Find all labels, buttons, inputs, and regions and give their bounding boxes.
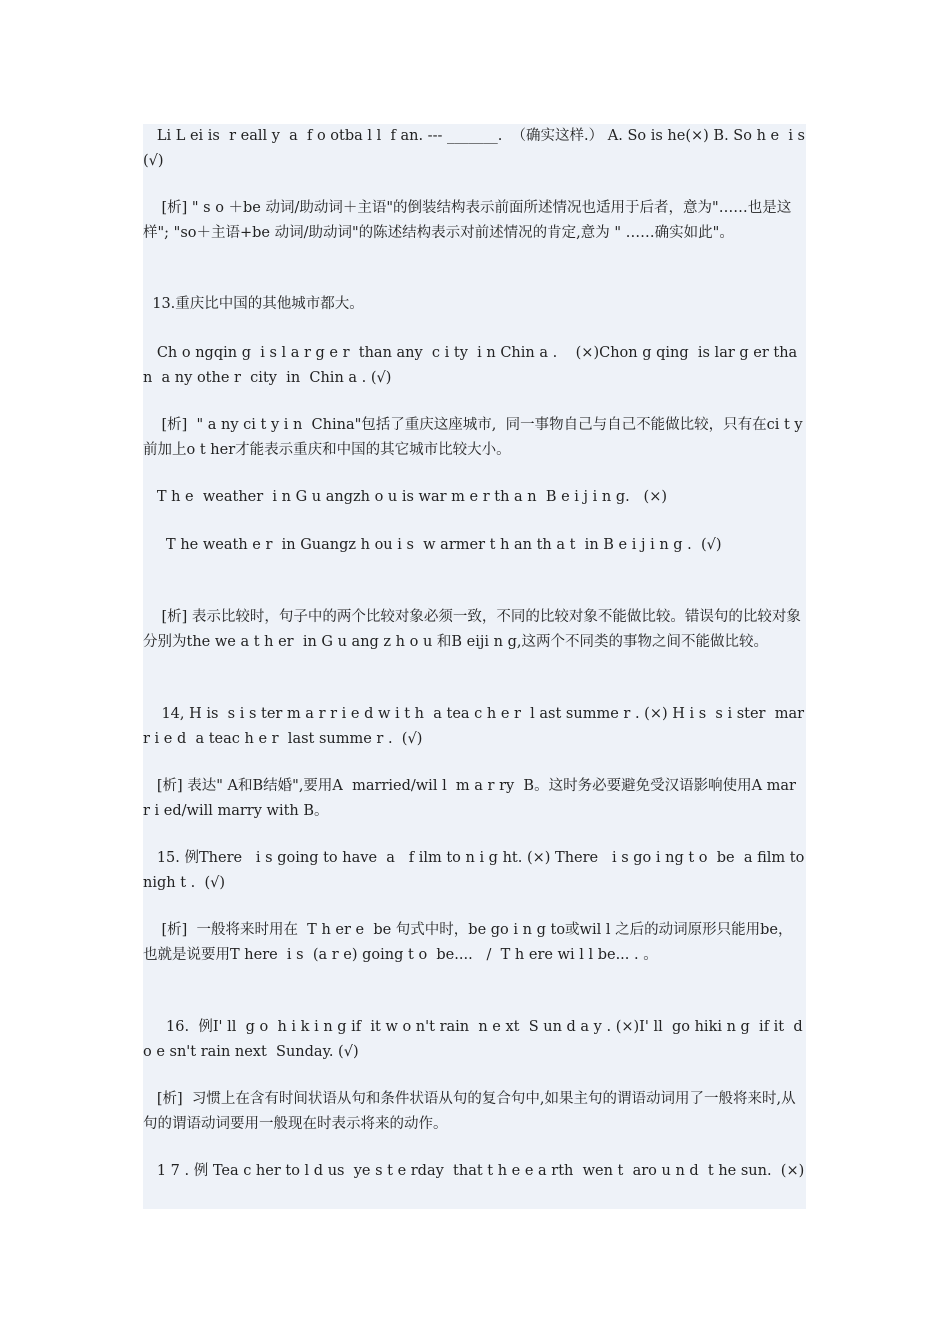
document-panel: [143, 124, 806, 1209]
analysis-comparison-objects: [析] 表示比较时，句子中的两个比较对象必须一致，不同的比较对象不能做比较。错误句的比较对象分别为the we a t h er in G u ang z h o u 和B eiji n g,这两个不同类的事物之间不能做比较。: [143, 609, 801, 650]
example-chongqing-larger: Ch o ngqin g i s l a r g e r than any c i ty i n Chin a . (×)Chon g qing is lar g er tha n a ny othe r city in Chin a . (√): [143, 345, 802, 386]
analysis-adverbial-clause-tense: [析] 习惯上在含有时间状语从句和条件状语从句的复合句中,如果主句的谓语动词用了一般将来时,从句的谓语动词要用一般现在时表示将来的动作。: [143, 1091, 796, 1132]
item-15-there-be: 15. 例There i s going to have a f ilm to n i g ht. (×) There i s go i ng t o be a film tonigh t . (√): [143, 850, 805, 891]
example-weather-right: T he weath e r in Guangz h ou i s w armer t h an th a t in B e i j i n g . (√): [143, 537, 722, 553]
example-so-is-he: Li L ei is r eall y a f o otba l l f an. --- _______. （确实这样.） A. So is he(×) B. So h e i s(√): [143, 128, 806, 169]
item-14-married: 14, H is s i s ter m a r r i e d w i t h a tea c h e r l ast summe r . (×) H i s s i ster marr i e d a teac h e r last summe r . (√): [143, 706, 805, 747]
item-16-hiking: 16. 例I' ll g o h i k i n g if it w o n't rain n e xt S un d a y . (×)I' ll go hiki n g if it d o e sn't rain next Sunday. (√): [143, 1019, 808, 1060]
analysis-there-be-future: [析] 一般将来时用在 T h er e be 句式中时，be go i n g to或wil l 之后的动词原形只能用be，也就是说要用T here i s (a r e) going t o be.... / T h ere wi l l be... . 。: [143, 922, 793, 963]
item-17-earth-sun: 1 7 . 例 Tea c her to l d us ye s t e rday that t h e e a rth wen t aro u n d t he sun. (×): [143, 1163, 805, 1179]
item-13-heading: 13.重庆比中国的其他城市都大。: [143, 296, 364, 312]
example-weather-wrong: T h e weather i n G u angzh o u is war m e r th a n B e i j i n g. (×): [143, 489, 668, 505]
analysis-so-be-inversion: [析] " s o ＋be 动词/助动词＋主语"的倒装结构表示前面所述情况也适用于后者，意为"……也是这样"; "so＋主语+be 动词/助动词"的陈述结构表示对前述情况的肯定,意为 " ……确实如此"。: [143, 200, 792, 241]
analysis-married: [析] 表达" A和B结婚",要用A married/wil l m a r ry B。这时务必要避免受汉语影响使用A mar r i ed/will marry with B。: [143, 778, 801, 819]
analysis-any-other-city: [析] " a ny ci t y i n China"包括了重庆这座城市, 同一事物自己与自己不能做比较，只有在ci t y 前加上o t her才能表示重庆和中国的其它城市比较大小。: [143, 417, 808, 458]
